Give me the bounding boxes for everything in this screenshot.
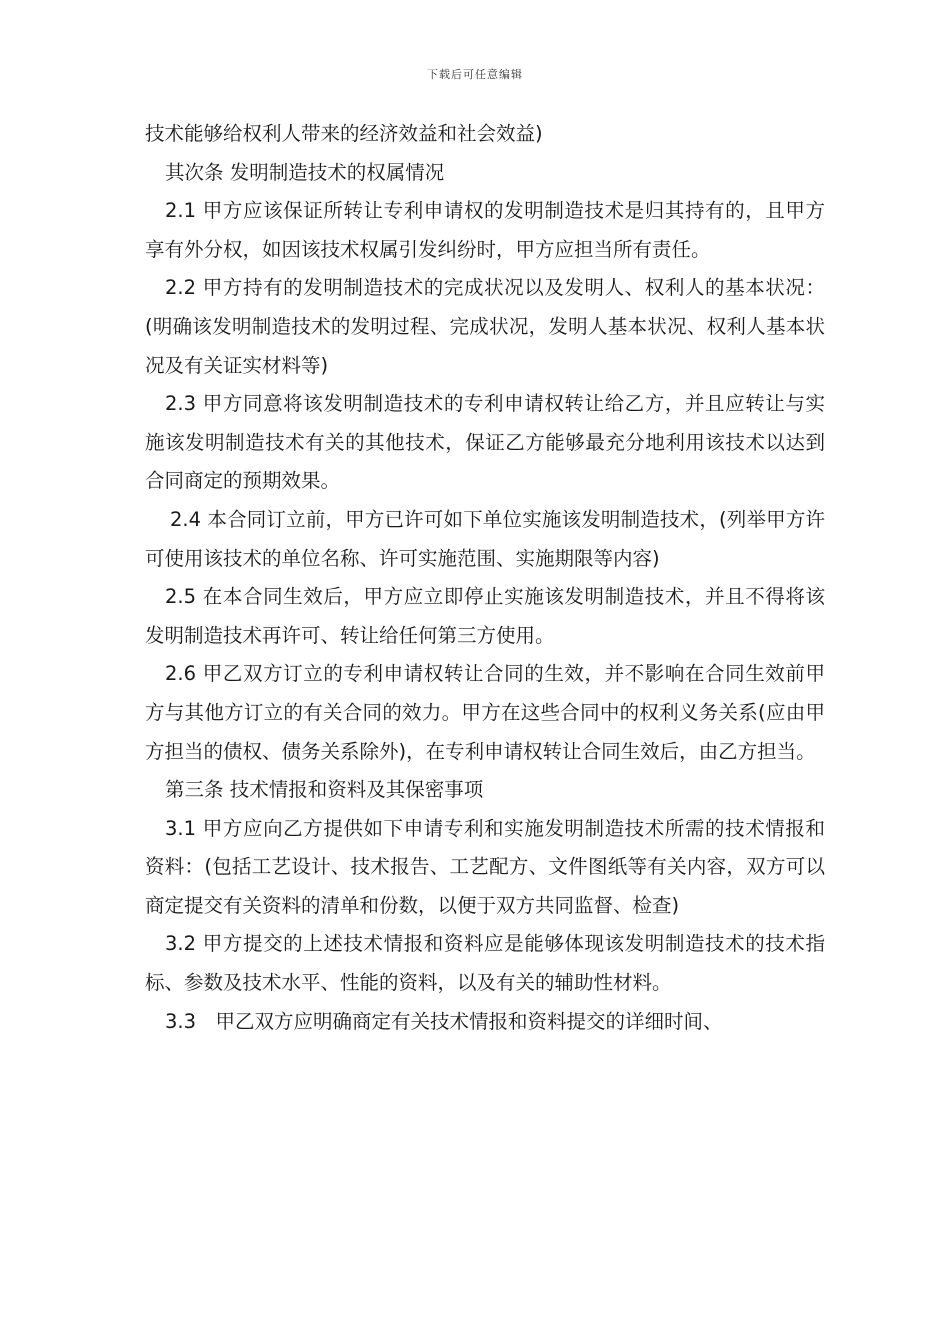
article-3-heading: 第三条 技术情报和资料及其保密事项 [165,778,484,802]
clause-2-2: 2.2 甲方持有的发明制造技术的完成状况以及发明人、权利人的基本状况：(明确该发明制造技术的发明过程、完成状况，发明人基本状况、权利人基本状况及有关证实材料等) [145,276,825,377]
clause-3-3: 3.3 甲乙双方应明确商定有关技术情报和资料提交的详细时间、 [165,1009,723,1033]
clause-2-5: 2.5 在本合同生效后，甲方应立即停止实施该发明制造技术，并且不得将该发明制造技术再许可、转让给任何第三方使用。 [145,585,825,647]
page-header: 下载后可任意编辑 [427,68,523,81]
clause-3-1: 3.1 甲方应向乙方提供如下申请专利和实施发明制造技术所需的技术情报和资料：(包括工艺设计、技术报告、工艺配方、文件图纸等有关内容，双方可以商定提交有关资料的清单和份数，以便于双方共同监督、检查) [145,816,825,917]
document-body [145,115,825,1041]
clause-3-2: 3.2 甲方提交的上述技术情报和资料应是能够体现该发明制造技术的技术指标、参数及技术水平、性能的资料，以及有关的辅助性材料。 [145,932,825,995]
article-2-heading: 其次条 发明制造技术的权属情况 [165,160,445,184]
clause-2-6: 2.6 甲乙双方订立的专利申请权转让合同的生效，并不影响在合同生效前甲方与其他方订立的有关合同的效力。甲方在这些合同中的权利义务关系(应由甲方担当的债权、债务关系除外)，在专利申请权转让合同生效后，由乙方担当。 [145,662,825,763]
paragraph-continuation: 技术能够给权利人带来的经济效益和社会效益) [145,122,543,145]
clause-2-4: 2.4 本合同订立前，甲方已许可如下单位实施该发明制造技术，(列举甲方许可使用该技术的单位名称、许可实施范围、实施期限等内容) [145,507,825,570]
clause-2-3: 2.3 甲方同意将该发明制造技术的专利申请权转让给乙方，并且应转让与实施该发明制造技术有关的其他技术，保证乙方能够最充分地利用该技术以达到合同商定的预期效果。 [145,392,825,493]
clause-2-1: 2.1 甲方应该保证所转让专利申请权的发明制造技术是归其持有的，且甲方享有外分权，如因该技术权属引发纠纷时，甲方应担当所有责任。 [145,199,825,261]
